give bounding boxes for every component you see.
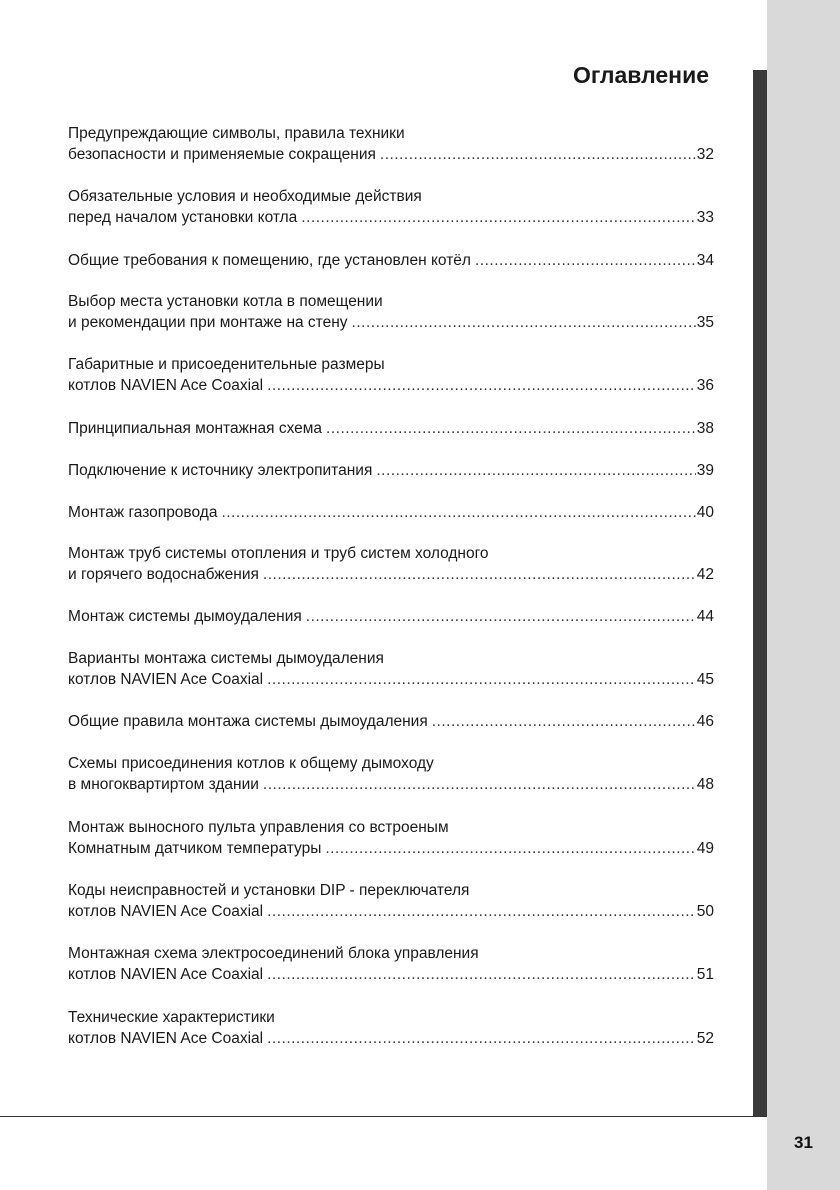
toc-leader-dots [376, 460, 695, 481]
toc-entry[interactable] [68, 543, 714, 585]
toc-entry-title-line1: Выбор места установки котла в помещении [68, 293, 383, 310]
toc-entry-title-line2: котлов NAVIEN Ace Coaxial [68, 966, 264, 983]
toc-entry[interactable] [68, 606, 714, 627]
toc-entry-page: 51 [696, 966, 714, 983]
toc-leader-dots [380, 144, 696, 165]
toc-entry[interactable] [68, 817, 714, 859]
toc-leader-dots [352, 312, 696, 333]
side-bar [767, 0, 840, 1190]
toc-entry-title-line2: котлов NAVIEN Ace Coaxial [68, 1030, 264, 1047]
toc-entry-title-line2: котлов NAVIEN Ace Coaxial [68, 903, 264, 920]
toc-leader-dots [267, 964, 696, 985]
toc-leader-dots [263, 774, 696, 795]
toc-entry[interactable] [68, 291, 714, 333]
toc-entry-title-line2: перед началом установки котла [68, 209, 298, 226]
page-number: 31 [794, 1133, 813, 1152]
toc-entry-title-line2: безопасности и применяемые сокращения [68, 146, 376, 163]
toc-entry[interactable] [68, 418, 714, 439]
toc-entry-page: 40 [696, 504, 714, 521]
page-title: Оглавление [572, 62, 709, 88]
toc-leader-dots [325, 838, 695, 859]
side-bar-accent [753, 70, 767, 1117]
toc-entry-page: 39 [696, 462, 714, 479]
toc-leader-dots [267, 901, 696, 922]
toc-entry-title-line1: Технические характеристики [68, 1009, 275, 1026]
toc-entry[interactable] [68, 460, 714, 481]
toc-leader-dots [221, 502, 695, 523]
toc-entry[interactable] [68, 753, 714, 795]
toc-entry-page: 52 [696, 1030, 714, 1047]
toc-entry-title: Подключение к источнику электропитания [68, 462, 373, 479]
toc-entry-title-line2: котлов NAVIEN Ace Coaxial [68, 377, 264, 394]
toc-entry-page: 36 [696, 377, 714, 394]
toc-leader-dots [267, 375, 696, 396]
toc-entry[interactable] [68, 123, 714, 165]
toc-entry[interactable] [68, 711, 714, 732]
toc-entry-title-line2: котлов NAVIEN Ace Coaxial [68, 671, 264, 688]
toc-entry-title: Общие правила монтажа системы дымоудаления [68, 713, 428, 730]
toc-entry-page: 34 [696, 252, 714, 269]
toc-entry-title-line1: Предупреждающие символы, правила техники [68, 125, 405, 142]
toc-entry[interactable] [68, 648, 714, 690]
toc-entry-title-line1: Коды неисправностей и установки DIP - переключателя [68, 882, 470, 899]
toc-entry-title-line2: и рекомендации при монтаже на стену [68, 314, 348, 331]
toc-entry[interactable] [68, 186, 714, 228]
toc-entry-page: 48 [696, 776, 714, 793]
toc-entry-page: 45 [696, 671, 714, 688]
toc-entry-title-line1: Варианты монтажа системы дымоудаления [68, 650, 384, 667]
toc-leader-dots [432, 711, 696, 732]
toc-entry-title: Монтаж газопровода [68, 504, 218, 521]
toc-leader-dots [301, 207, 695, 228]
toc-leader-dots [267, 669, 696, 690]
toc-entry-page: 33 [696, 209, 714, 226]
toc-entry-page: 42 [696, 566, 714, 583]
toc-entry-title-line1: Схемы присоединения котлов к общему дымоходу [68, 755, 434, 772]
toc-entry[interactable] [68, 502, 714, 523]
toc-leader-dots [326, 418, 696, 439]
toc-entry[interactable] [68, 880, 714, 922]
toc-entry-title-line1: Монтаж труб системы отопления и труб систем холодного [68, 545, 489, 562]
toc-entry-title-line2: в многоквартиртом здании [68, 776, 259, 793]
toc-entry[interactable] [68, 354, 714, 396]
toc-leader-dots [263, 564, 696, 585]
toc-leader-dots [306, 606, 696, 627]
toc-entry-page: 44 [696, 608, 714, 625]
footer-rule [0, 1116, 767, 1117]
toc-leader-dots [267, 1028, 696, 1049]
toc-entry-page: 32 [696, 146, 714, 163]
toc-entry-page: 50 [696, 903, 714, 920]
toc-entry-title-line2: и горячего водоснабжения [68, 566, 259, 583]
toc-entry-title-line2: Комнатным датчиком температуры [68, 840, 322, 857]
toc-entry-title: Монтаж системы дымоудаления [68, 608, 302, 625]
toc-entry-page: 49 [696, 840, 714, 857]
toc-entry-title: Принципиальная монтажная схема [68, 420, 323, 437]
toc-entry[interactable] [68, 1007, 714, 1049]
toc-entry-page: 46 [696, 713, 714, 730]
toc-entry-title-line1: Монтажная схема электросоединений блока управления [68, 945, 479, 962]
toc-entry[interactable] [68, 943, 714, 985]
toc-entry-page: 35 [696, 314, 714, 331]
toc-entry-title: Общие требования к помещению, где установлен котёл [68, 252, 471, 269]
toc-entry-page: 38 [696, 420, 714, 437]
toc-entry-title-line1: Монтаж выносного пульта управления со встроеным [68, 819, 449, 836]
toc-leader-dots [475, 250, 696, 271]
toc-entry-title-line1: Габаритные и присоеденительные размеры [68, 356, 385, 373]
toc-entry-title-line1: Обязательные условия и необходимые действия [68, 188, 422, 205]
toc-entry[interactable] [68, 250, 714, 271]
